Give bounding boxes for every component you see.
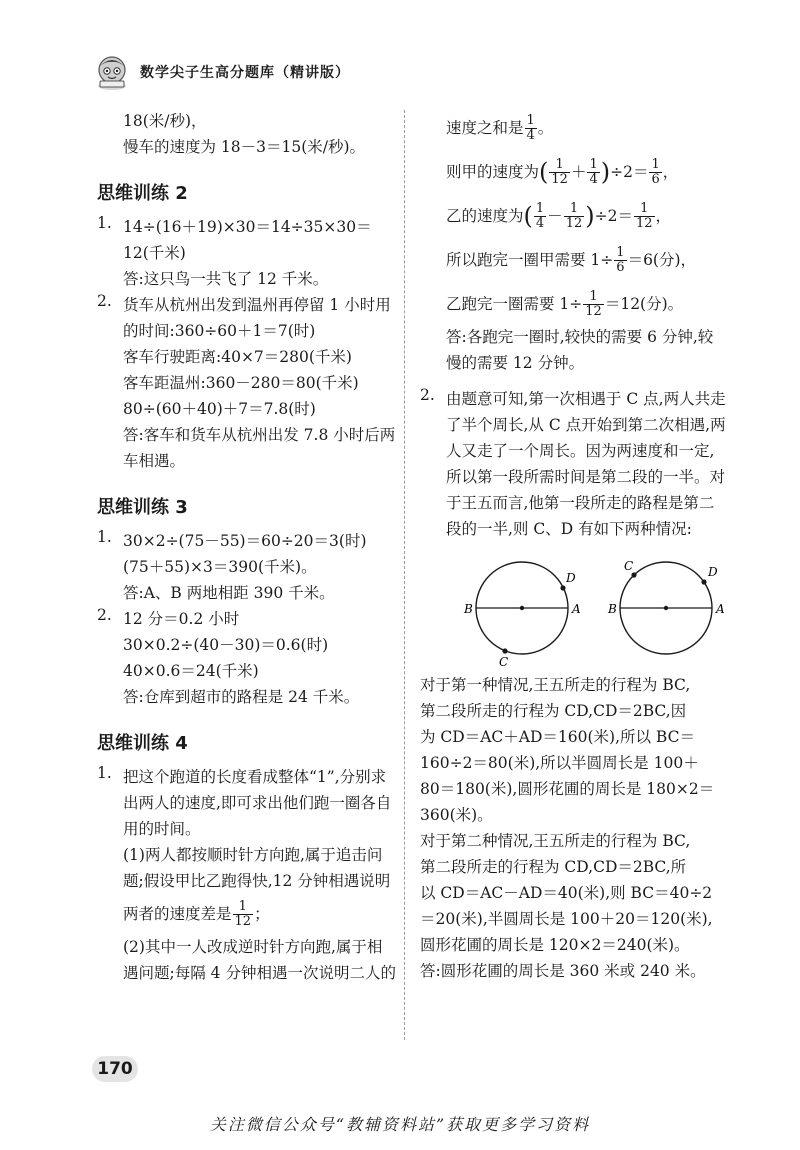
label-a: A: [572, 602, 581, 616]
text-line: 答:这只鸟一共飞了 12 千米。: [123, 270, 329, 288]
text-line: 题;假设甲比乙跑得快,12 分钟相遇说明: [123, 872, 391, 890]
answer-item: [97, 292, 397, 474]
text-line: 160÷2＝80(米),所以半圆周长是 100＋: [420, 754, 699, 772]
text-line: 答:仓库到超市的路程是 24 千米。: [123, 688, 360, 706]
text-line: 答:圆形花圃的周长是 360 米或 240 米。: [420, 962, 706, 980]
text-fragment: 所以跑完一圈甲需要 1÷: [446, 251, 614, 269]
fraction: [649, 158, 661, 187]
text-line: (75＋55)×3＝390(千米)。: [123, 558, 317, 576]
footer-note: 关注微信公众号“教辅资料站”获取更多学习资料: [209, 1115, 591, 1134]
operator: ＋: [570, 163, 587, 181]
text-fragment: 乙的速度为: [446, 207, 524, 225]
text-line: 用的时间。: [123, 820, 201, 838]
text-line: 了半个周长,从 C 点开始到第二次相遇,两: [446, 416, 726, 434]
fraction: [233, 900, 254, 929]
text-line: 对于第二种情况,王五所走的行程为 BC,: [420, 832, 691, 850]
numerator: 1: [589, 156, 598, 172]
left-paren: (: [539, 158, 549, 186]
label-a: A: [716, 602, 725, 616]
right-paren: ): [600, 158, 611, 186]
text-line: 30×2÷(75－55)＝60÷20＝3(时): [123, 532, 367, 550]
text-line: (2)其中一人改成逆时针方向跑,属于相: [123, 938, 383, 956]
fraction-line: [420, 240, 720, 280]
item-number: 1.: [97, 528, 112, 546]
text-line: 于王五而言,他第一段所走的路程是第二: [446, 494, 715, 512]
answer-item: [420, 386, 726, 668]
denominator: 4: [589, 171, 598, 187]
text-line: 答:客车和货车从杭州出发 7.8 小时后两: [123, 426, 396, 444]
label-d: D: [708, 565, 718, 579]
text-line: 遇问题;每隔 4 分钟相遇一次说明二人的: [123, 964, 396, 982]
center-dot: [520, 606, 524, 610]
point-c-dot: [631, 572, 636, 577]
item-number: 1.: [97, 214, 112, 232]
left-column: [97, 108, 397, 986]
text-line: 为 CD＝AC＋AD＝160(米),所以 BC＝: [420, 728, 695, 746]
text-fragment: ÷2＝: [594, 207, 633, 225]
text-line: 慢的需要 12 分钟。: [446, 354, 585, 372]
answer-item: [97, 214, 397, 292]
text-fragment: ÷2＝: [610, 163, 649, 181]
text-line: 出两人的速度,即可求出他们跑一圈各自: [123, 794, 392, 812]
text-line: 由题意可知,第一次相遇于 C 点,两人共走: [446, 390, 726, 408]
fraction-line: [420, 108, 720, 148]
item-number: 2.: [97, 606, 112, 624]
numerator: 1: [526, 112, 535, 128]
denominator: 6: [616, 259, 625, 275]
fraction: [614, 246, 626, 275]
numerator: 1: [549, 158, 570, 173]
text-line: 所以第一段所需时间是第二段的一半。对: [446, 468, 726, 486]
text-line: 客车距温州:360－280＝80(千米): [123, 374, 359, 392]
text-line: (1)两人都按顺时针方向跑,属于追击问: [123, 846, 383, 864]
denominator: 12: [585, 303, 602, 319]
denominator: 12: [234, 913, 252, 929]
column-divider: [404, 110, 405, 1040]
text-fragment: ，: [662, 163, 679, 181]
mascot-icon: [92, 52, 132, 92]
numerator: 1: [651, 156, 660, 172]
text-line: 把这个跑道的长度看成整体“1”,分别求: [123, 768, 387, 786]
text-line: 14÷(16＋19)×30＝14÷35×30＝: [123, 218, 372, 236]
numerator: 1: [564, 202, 585, 217]
text-line: 人又走了一个周长。因为两速度和一定,: [446, 442, 715, 460]
text-line: 12(千米): [123, 244, 186, 262]
numerator: 1: [535, 200, 545, 216]
text-line: 货车从杭州出发到温州再停留 1 小时用: [123, 296, 391, 314]
page-header: [92, 52, 350, 92]
text-line: 18(米/秒)，: [123, 112, 207, 130]
text-line: 答:A、B 两地相距 390 千米。: [123, 584, 335, 602]
text-line: 30×0.2÷(40－30)＝0.6(时): [123, 636, 329, 654]
answer-item: [97, 528, 397, 606]
text-line: 第二段所走的行程为 CD,CD＝2BC,所: [420, 858, 687, 876]
page-number: 170: [92, 1056, 138, 1082]
fraction: [634, 202, 655, 231]
fraction: [534, 202, 546, 231]
section-title-2: 思维训练 2: [97, 183, 188, 204]
text-line: 80÷(60＋40)＋7＝7.8(时): [123, 400, 316, 418]
label-c: C: [499, 655, 509, 668]
text-line: 段的一半,则 C、D 有如下两种情况:: [446, 520, 692, 538]
numerator: 1: [634, 202, 655, 217]
fraction: [564, 202, 585, 231]
label-b: B: [608, 602, 617, 616]
denominator: 4: [526, 127, 535, 143]
text-line: 圆形花圃的周长是 120×2＝240(米)。: [420, 936, 690, 954]
text-fragment: ，: [655, 207, 672, 225]
text-fragment: ＝12(分)。: [604, 295, 684, 313]
text-fragment: 速度之和是: [446, 119, 524, 137]
fraction: [583, 290, 604, 319]
item-number: 2.: [420, 386, 435, 404]
text-line: 80＝180(米),圆形花圃的周长是 180×2＝: [420, 780, 715, 798]
label-d: D: [566, 571, 576, 585]
denominator: 12: [635, 215, 653, 231]
section-title-3: 思维训练 3: [97, 497, 188, 518]
text-line: 360(米)。: [420, 806, 493, 824]
numerator: 1: [233, 900, 254, 915]
text-fragment: 。: [537, 119, 554, 137]
denominator: 4: [535, 215, 545, 231]
center-dot: [664, 606, 668, 610]
fraction: [525, 114, 537, 143]
text-line: 对于第一种情况,王五所走的行程为 BC,: [420, 676, 691, 694]
numerator: 1: [583, 290, 604, 305]
text-line: 客车行驶距离:40×7＝280(千米): [123, 348, 352, 366]
text-line: ＝20(米),半圆周长是 100＋20＝120(米),: [420, 910, 713, 928]
point-c-dot: [502, 648, 507, 653]
denominator: 12: [565, 215, 583, 231]
fraction: [587, 158, 599, 187]
circle-diagram: [446, 548, 726, 668]
operator: －: [547, 207, 563, 225]
label-b: B: [464, 602, 473, 616]
item-number: 1.: [97, 764, 112, 782]
denominator: 6: [651, 171, 660, 187]
text-line: 车相遇。: [123, 452, 186, 470]
text-line: 慢车的速度为 18－3＝15(米/秒)。: [123, 138, 366, 156]
point-d-dot: [560, 585, 565, 590]
fraction-line: [420, 152, 720, 192]
text-fragment: 则甲的速度为: [446, 163, 540, 181]
left-paren: (: [523, 202, 533, 230]
right-paren: ): [585, 202, 595, 230]
fraction-line: [420, 196, 720, 236]
denominator: 12: [551, 171, 568, 187]
text-line: 以 CD＝AC－AD＝40(米),则 BC＝40÷2: [420, 884, 713, 902]
point-d-dot: [701, 579, 706, 584]
section-title-4: 思维训练 4: [97, 733, 188, 754]
text-line: 答:各跑完一圈时,较快的需要 6 分钟,较: [446, 328, 714, 346]
answer-item: [97, 606, 397, 710]
text-fragment: ；: [254, 905, 270, 923]
item-number: 2.: [97, 292, 112, 310]
text-line: 40×0.6＝24(千米): [123, 662, 259, 680]
fraction: [549, 158, 570, 187]
fraction-line: [123, 894, 397, 934]
text-line: 的时间:360÷60＋1＝7(时): [123, 322, 316, 340]
text-fragment: ＝6(分)，: [627, 251, 697, 269]
fraction-line: [420, 284, 720, 324]
text-fragment: 两者的速度差是: [123, 905, 232, 923]
answer-item: [97, 764, 397, 986]
label-c: C: [624, 559, 634, 573]
book-title: 数学尖子生高分题库（精讲版）: [140, 65, 350, 81]
text-line: 第二段所走的行程为 CD,CD＝2BC,因: [420, 702, 687, 720]
numerator: 1: [616, 244, 625, 260]
text-fragment: 乙跑完一圈需要 1÷: [446, 295, 583, 313]
text-line: 12 分＝0.2 小时: [123, 610, 240, 628]
right-column: [420, 108, 726, 984]
